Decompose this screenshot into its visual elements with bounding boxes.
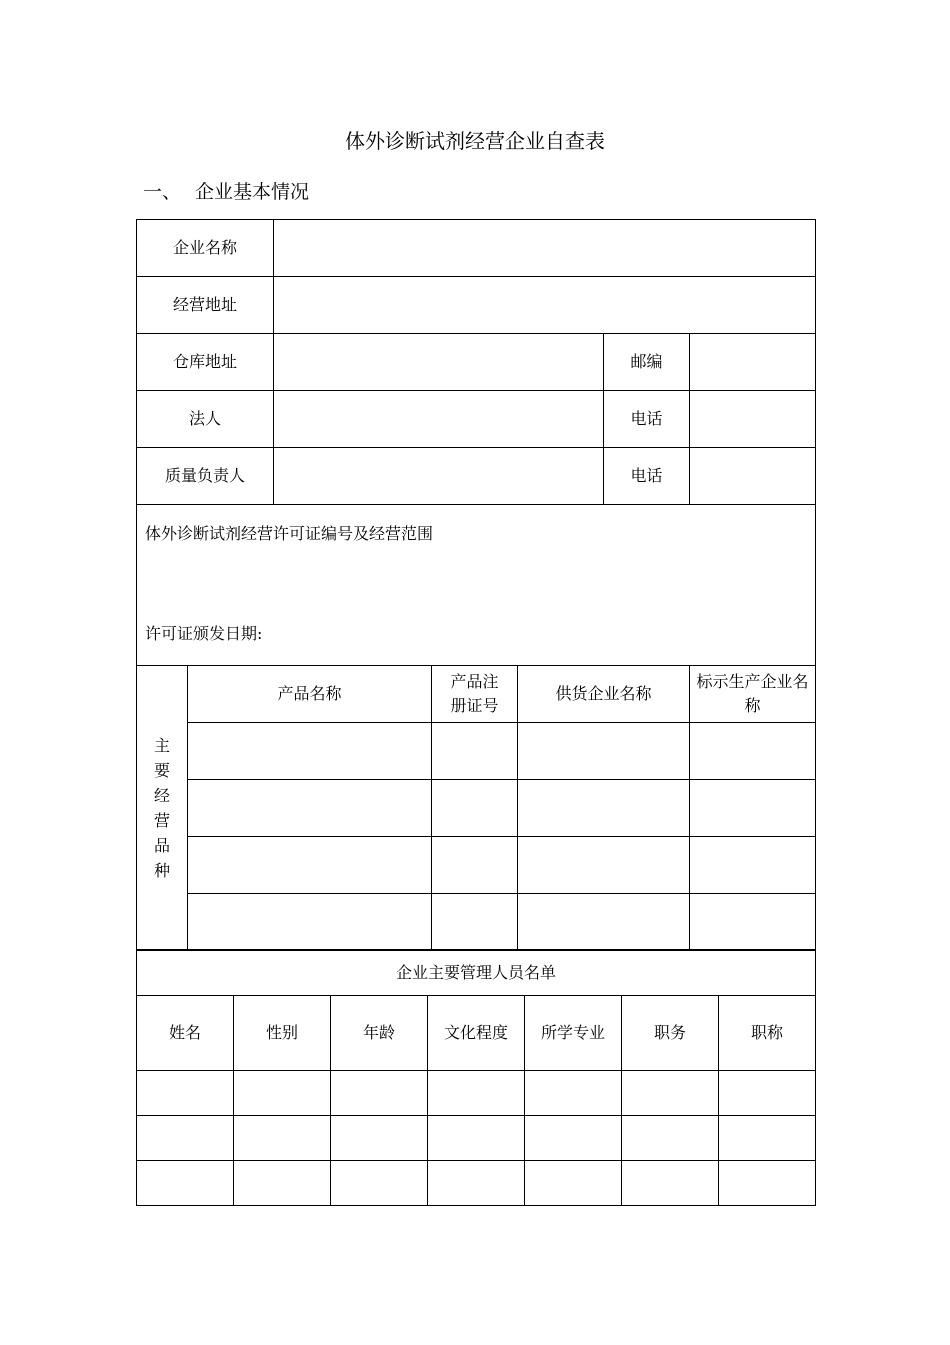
staff-cell[interactable] [719, 1116, 816, 1161]
staff-table [136, 949, 816, 1206]
company-name-field[interactable] [274, 220, 816, 277]
postcode-label: 邮编 [604, 334, 690, 391]
staff-header-education: 文化程度 [428, 996, 525, 1071]
business-address-label: 经营地址 [137, 277, 274, 334]
warehouse-address-label: 仓库地址 [137, 334, 274, 391]
staff-cell[interactable] [428, 1161, 525, 1206]
staff-header-major: 所学专业 [525, 996, 622, 1071]
staff-header-title: 职称 [719, 996, 816, 1071]
products-side-label: 主 要 经 营 品 种 [137, 666, 188, 951]
supplier-cell[interactable] [518, 837, 690, 894]
staff-cell[interactable] [137, 1071, 234, 1116]
product-row [137, 894, 816, 951]
phone2-label: 电话 [604, 448, 690, 505]
supplier-cell[interactable] [518, 780, 690, 837]
phone2-field[interactable] [690, 448, 816, 505]
product-row [137, 837, 816, 894]
staff-cell[interactable] [428, 1071, 525, 1116]
company-name-label: 企业名称 [137, 220, 274, 277]
staff-header-age: 年龄 [331, 996, 428, 1071]
manufacturer-cell[interactable] [690, 723, 816, 780]
product-row [137, 780, 816, 837]
registration-number-cell[interactable] [432, 837, 518, 894]
basic-info-table [136, 219, 816, 951]
staff-cell[interactable] [719, 1161, 816, 1206]
staff-header-position: 职务 [622, 996, 719, 1071]
license-cell[interactable] [137, 505, 816, 666]
product-name-cell[interactable] [188, 894, 432, 951]
staff-cell[interactable] [331, 1071, 428, 1116]
license-issue-date-label: 许可证颁发日期: [145, 624, 263, 643]
page-title: 体外诊断试剂经营企业自查表 [345, 129, 605, 153]
staff-cell[interactable] [428, 1116, 525, 1161]
product-name-cell[interactable] [188, 837, 432, 894]
supplier-header: 供货企业名称 [518, 666, 690, 723]
section-number: 一、 [143, 181, 182, 203]
staff-cell[interactable] [331, 1116, 428, 1161]
product-row [137, 723, 816, 780]
staff-cell[interactable] [331, 1161, 428, 1206]
staff-header-name: 姓名 [137, 996, 234, 1071]
staff-header-gender: 性别 [234, 996, 331, 1071]
staff-row [137, 1161, 816, 1206]
phone-field[interactable] [690, 391, 816, 448]
quality-manager-field[interactable] [274, 448, 604, 505]
manufacturer-cell[interactable] [690, 780, 816, 837]
license-label: 体外诊断试剂经营许可证编号及经营范围 [145, 524, 434, 543]
registration-number-cell[interactable] [432, 780, 518, 837]
staff-cell[interactable] [525, 1071, 622, 1116]
product-name-cell[interactable] [188, 723, 432, 780]
staff-cell[interactable] [622, 1071, 719, 1116]
staff-cell[interactable] [234, 1161, 331, 1206]
staff-cell[interactable] [719, 1071, 816, 1116]
legal-person-field[interactable] [274, 391, 604, 448]
quality-manager-label: 质量负责人 [137, 448, 274, 505]
staff-cell[interactable] [622, 1116, 719, 1161]
manufacturer-cell[interactable] [690, 837, 816, 894]
phone-label: 电话 [604, 391, 690, 448]
supplier-cell[interactable] [518, 894, 690, 951]
product-name-cell[interactable] [188, 780, 432, 837]
staff-row [137, 1116, 816, 1161]
staff-cell[interactable] [525, 1116, 622, 1161]
staff-cell[interactable] [234, 1116, 331, 1161]
staff-cell[interactable] [137, 1161, 234, 1206]
staff-cell[interactable] [137, 1116, 234, 1161]
section-title: 企业基本情况 [195, 181, 310, 203]
business-address-field[interactable] [274, 277, 816, 334]
registration-number-cell[interactable] [432, 723, 518, 780]
product-name-header: 产品名称 [188, 666, 432, 723]
postcode-field[interactable] [690, 334, 816, 391]
staff-cell[interactable] [234, 1071, 331, 1116]
staff-cell[interactable] [525, 1161, 622, 1206]
section-heading [143, 177, 309, 207]
staff-table-title: 企业主要管理人员名单 [137, 950, 816, 996]
staff-row [137, 1071, 816, 1116]
legal-person-label: 法人 [137, 391, 274, 448]
staff-header-row [137, 996, 816, 1071]
registration-number-cell[interactable] [432, 894, 518, 951]
manufacturer-cell[interactable] [690, 894, 816, 951]
supplier-cell[interactable] [518, 723, 690, 780]
warehouse-address-field[interactable] [274, 334, 604, 391]
manufacturer-header: 标示生产企业名 称 [690, 666, 816, 723]
registration-number-header: 产品注 册证号 [432, 666, 518, 723]
staff-cell[interactable] [622, 1161, 719, 1206]
